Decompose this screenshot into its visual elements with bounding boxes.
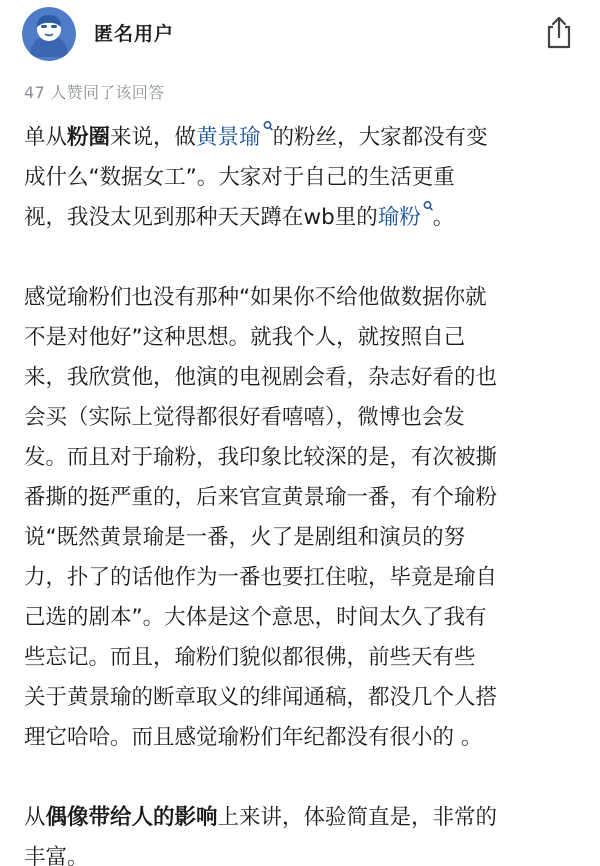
- paragraph-1: [24, 118, 584, 238]
- text-span: 从: [24, 805, 46, 830]
- text-line: 会买（实际上觉得都很好看嘻嘻），微博也会发: [24, 405, 465, 430]
- text-line: [24, 798, 584, 838]
- share-button[interactable]: [542, 14, 576, 50]
- text-span: 来说，做: [110, 125, 197, 150]
- text-line: 来，我欣赏他，他演的电视剧会看，杂志好看的也: [24, 365, 498, 390]
- paragraph-2: [24, 278, 584, 758]
- text-span: 的粉丝，大家都没有变: [272, 125, 488, 150]
- username[interactable]: 匿名用户: [94, 23, 175, 45]
- anonymous-avatar-icon: [22, 7, 76, 61]
- answer-body: [24, 118, 584, 866]
- text-line: [24, 118, 584, 158]
- text-span: 视，我没太见到那种天天蹲在wb里的: [24, 205, 378, 230]
- text-line: 力，扑了的话他作为一番也要扛住啦，毕竟是瑜自: [24, 565, 498, 590]
- search-link-yufen[interactable]: 瑜粉: [377, 205, 421, 230]
- paragraph-3: [24, 798, 584, 866]
- search-icon: [263, 120, 273, 134]
- search-icon: [423, 200, 433, 214]
- text-line: 些忘记。而且，瑜粉们貌似都很佛，前些天有些: [24, 645, 476, 670]
- text-line: 己选的剧本”。大体是这个意思，时间太久了我有: [24, 605, 487, 630]
- answer-header: [0, 0, 600, 70]
- text-line: 丰富。: [24, 845, 89, 866]
- anonymous-avatar[interactable]: [22, 7, 76, 61]
- text-span: 。: [432, 205, 455, 230]
- text-line: 感觉瑜粉们也没有那种“如果你不给他做数据你就: [24, 285, 487, 310]
- bold-text: 偶像带给人的影响: [45, 805, 218, 830]
- text-line: 成什么“数据女工”。大家对于自己的生活更重: [24, 165, 455, 190]
- vote-count-text: 47 人赞同了该回答: [24, 83, 165, 102]
- search-link-huangjingyu[interactable]: 黄景瑜: [196, 125, 261, 150]
- text-line: 不是对他好”这种思想。就我个人，就按照自己: [24, 325, 466, 350]
- text-line: 理它哈哈。而且感觉瑜粉们年纪都没有很小的 。: [24, 725, 483, 750]
- text-line: 关于黄景瑜的断章取义的绯闻通稿，都没几个人搭: [24, 685, 498, 710]
- text-line: 番撕的挺严重的，后来官宣黄景瑜一番，有个瑜粉: [24, 485, 498, 510]
- text-line: 发。而且对于瑜粉，我印象比较深的是，有次被撕: [24, 445, 498, 470]
- bold-text: 粉圈: [67, 125, 111, 150]
- share-icon: [542, 14, 576, 50]
- text-line: [24, 198, 584, 238]
- text-span: 上来讲，体验简直是，非常的: [217, 805, 498, 830]
- text-span: 单从: [24, 125, 68, 150]
- text-line: 说“既然黄景瑜是一番，火了是剧组和演员的努: [24, 525, 466, 550]
